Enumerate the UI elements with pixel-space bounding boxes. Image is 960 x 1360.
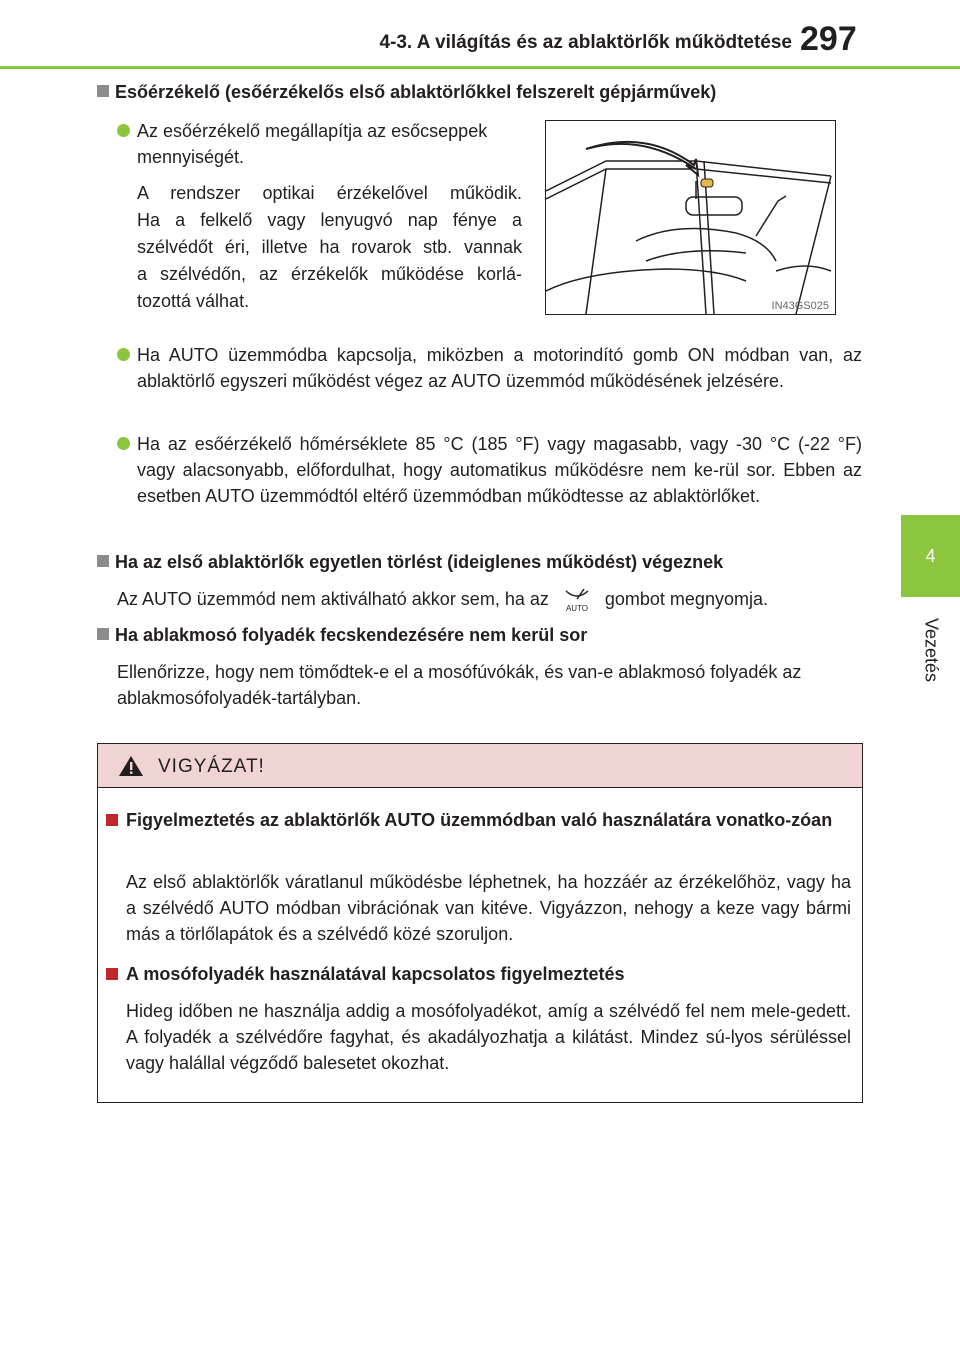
gray-square-icon: [97, 85, 109, 97]
green-dot-icon: [117, 437, 130, 450]
red-square-icon: [106, 968, 118, 980]
chapter-label-container: [901, 605, 960, 695]
gray-square-icon: [97, 555, 109, 567]
paragraph-line: a szélvédőn, az érzékelők működése korlá-: [137, 264, 522, 284]
header-title: 4-3. A világítás és az ablaktörlők működtetése: [379, 32, 792, 53]
section-heading-text: Ha ablakmosó folyadék fecskendezésére nem kerül sor: [115, 625, 588, 645]
caution-box: [97, 743, 863, 1103]
bullet-text: Ha AUTO üzemmódba kapcsolja, miközben a motorindító gomb ON módban van, az ablaktörlő egyszeri működést végez az AUTO üzemmód működésének jelzésére.: [137, 345, 862, 391]
bullet-item: [117, 431, 862, 509]
section-heading-text: Esőérzékelő (esőérzékelős első ablaktörlőkkel felszerelt gépjárművek): [115, 82, 717, 102]
single-wipe-text: [117, 585, 862, 613]
caution-item-heading: [106, 964, 856, 985]
bullet-text-line: Az esőérzékelő megállapítja az esőcseppek: [137, 121, 488, 141]
section-heading-rain-sensor: [97, 82, 716, 103]
rain-sensor-figure: [545, 120, 836, 315]
paragraph-line: Ha a felkelő vagy lenyugvó nap fénye a: [137, 210, 522, 230]
sensor-marker: [701, 179, 713, 187]
header-divider: [0, 66, 960, 69]
paragraph-line: A rendszer optikai érzékelővel működik.: [137, 183, 522, 203]
caution-heading-text: A mosófolyadék használatával kapcsolatos figyelmeztetés: [126, 964, 625, 984]
text-after-icon: gombot megnyomja.: [604, 589, 768, 609]
caution-heading-text: Figyelmeztetés az ablaktörlők AUTO üzemmódban való használatára vonatko-zóan: [126, 810, 833, 830]
caution-item-heading: [106, 807, 856, 834]
chapter-number: 4: [925, 546, 936, 566]
paragraph-line: tozottá válhat.: [137, 291, 250, 311]
caution-title: VIGYÁZAT!: [158, 756, 265, 777]
figure-code: IN43GS025: [771, 300, 829, 312]
bullet-text: Ha az esőérzékelő hőmérséklete 85 °C (185 °F) vagy magasabb, vagy -30 °C (-22 °F) vagy alacsonyabb, előfordulhat, hogy automatikus működésre nem ke-rül sor. Ebben az esetben AUTO üzemmódtól eltérő üzemmódban működtesse az ablaktörlőket.: [137, 434, 862, 506]
page-number: 297: [800, 20, 857, 58]
green-dot-icon: [117, 348, 130, 361]
gray-square-icon: [97, 628, 109, 640]
caution-item-text: Az első ablaktörlők váratlanul működésbe léphetnek, ha hozzáér az érzékelőhöz, vagy ha a szélvédő AUTO módban vibrációnak van kitéve. Vigyázzon, nehogy a keze vagy bármi más a törlőlapátok és a szélvédő közé szoruljon.: [126, 872, 851, 944]
caution-item-text: Hideg időben ne használja addig a mosófolyadékot, amíg a szélvédő fel nem mele-gedett. A folyadék a szélvédőre fagyhat, és akadályozhatja a kilátást. Mindez sú-lyos sérüléssel vagy halállal végződő balesetet okozhat.: [126, 1001, 851, 1073]
bullet-text-line: mennyiségét.: [137, 147, 245, 167]
paragraph-line: szélvédőt éri, illetve ha rovarok stb. vannak: [137, 237, 522, 257]
wiper-auto-icon: [558, 585, 596, 613]
washer-fluid-text: Ellenőrizze, hogy nem tömődtek-e el a mosófúvókák, és van-e ablakmosó folyadék az ablakmosófolyadék-tartályban.: [117, 662, 802, 708]
red-square-icon: [106, 814, 118, 826]
section-heading-single-wipe: [97, 552, 723, 573]
green-dot-icon: [117, 124, 130, 137]
chapter-tab: [901, 515, 960, 597]
bullet-item: [117, 118, 522, 170]
chapter-label: Vezetés: [921, 617, 941, 683]
caution-header: [98, 744, 862, 788]
section-heading-text: Ha az első ablaktörlők egyetlen törlést (ideiglenes működést) végeznek: [115, 552, 724, 572]
warning-triangle-icon: [118, 755, 144, 777]
bullet-item: [117, 342, 862, 394]
text-before-icon: Az AUTO üzemmód nem aktiválható akkor sem, ha az: [117, 589, 549, 609]
windshield-illustration: [546, 121, 835, 314]
rain-sensor-paragraph: [137, 180, 522, 315]
section-heading-washer-fluid: [97, 625, 587, 646]
wiper-icon-label: AUTO: [565, 604, 588, 613]
